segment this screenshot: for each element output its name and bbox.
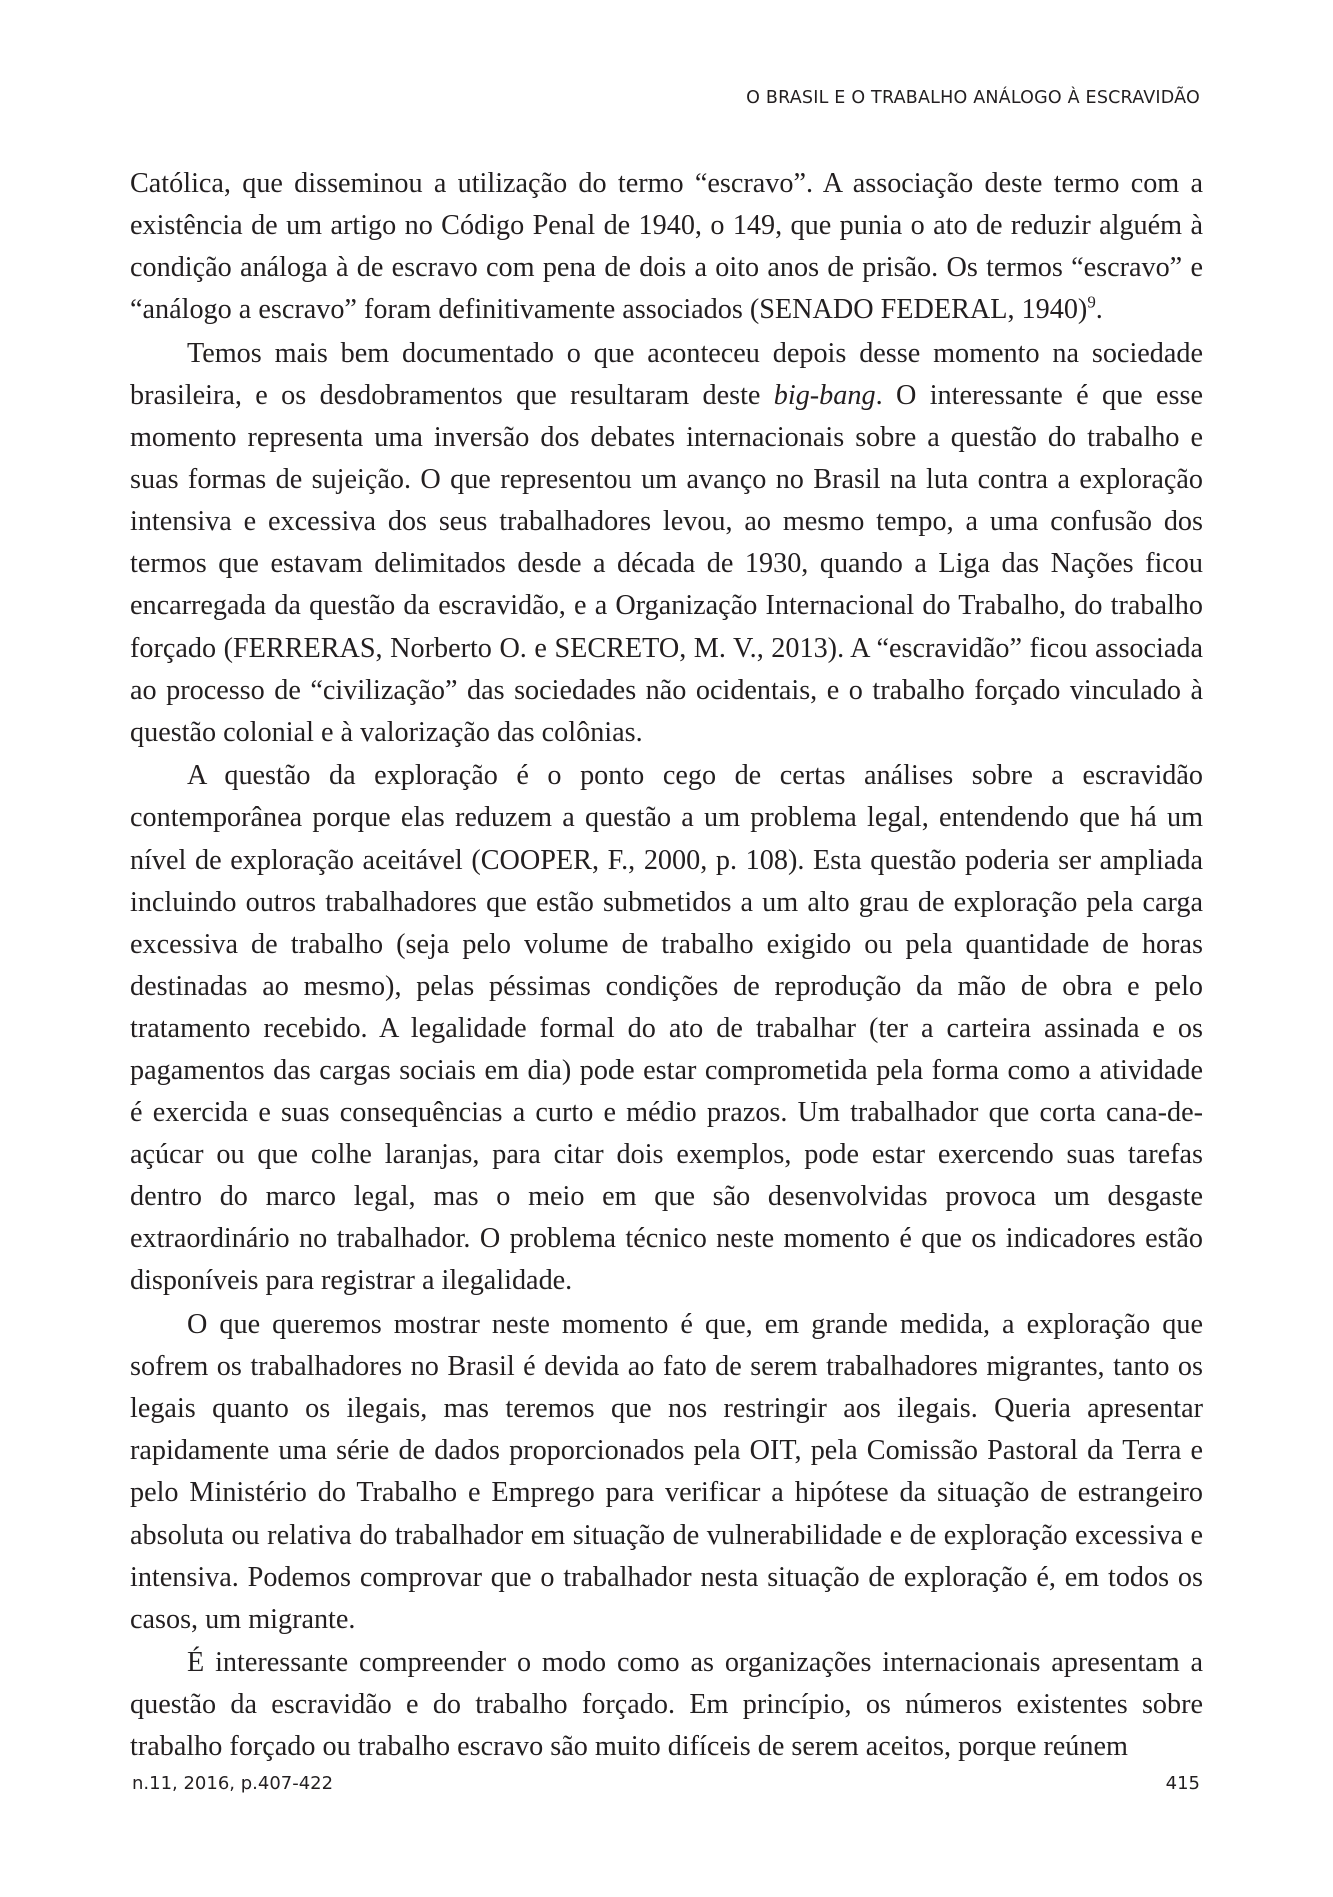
paragraph-2: [130, 333, 1203, 754]
paragraph-1: [130, 163, 1203, 331]
article-body: [130, 163, 1203, 1770]
paragraph-1-tail: .: [1095, 294, 1103, 326]
paragraph-2-text: Temos mais bem documentado o que aconteceu depois desse momento na sociedade brasileira, e os desdobramentos que resultaram deste: [130, 337, 1203, 411]
italic-term: big-bang: [773, 379, 876, 411]
paragraph-2-tail: . O interessante é que esse momento representa uma inversão dos debates internacionais sobre a questão do trabalho e suas formas de sujeição. O que representou um avanço no Brasil na luta contra a exploração intensiva e excessiva dos seus trabalhadores levou, ao mesmo tempo, a uma confusão dos termos que estavam delimitados desde a década de 1930, quando a Liga das Nações ficou encarregada da questão da escravidão, e a Organização Internacional do Trabalho, do trabalho forçado (FERRERAS, Norberto O. e SECRETO, M. V., 2013). A “escravidão” ficou associada ao processo de “civilização” das sociedades não ocidentais, e o trabalho forçado vinculado à questão colonial e à valorização das colônias.: [130, 379, 1204, 748]
footer-citation: n.11, 2016, p.407-422: [132, 1773, 334, 1794]
footnote-reference[interactable]: 9: [1087, 292, 1096, 312]
paragraph-3: A questão da exploração é o ponto cego de certas análises sobre a escravidão contemporânea porque elas reduzem a questão a um problema legal, entendendo que há um nível de exploração aceitável (COOPER, F., 2000, p. 108). Esta questão poderia ser ampliada incluindo outros trabalhadores que estão submetidos a um alto grau de exploração pela carga excessiva de trabalho (seja pelo volume de trabalho exigido ou pela quantidade de horas destinadas ao mesmo), pelas péssimas condições de reprodução da mão de obra e pelo tratamento recebido. A legalidade formal do ato de trabalhar (ter a carteira assinada e os pagamentos das cargas sociais em dia) pode estar comprometida pela forma como a atividade é exercida e suas consequências a curto e médio prazos. Um trabalhador que corta cana-de-açúcar ou que colhe laranjas, para citar dois exemplos, pode estar exercendo suas tarefas dentro do marco legal, mas o meio em que são desenvolvidas provoca um desgaste extraordinário no trabalhador. O problema técnico neste momento é que os indicadores estão disponíveis para registrar a ilegalidade.: [130, 760, 1203, 1297]
paragraph-5: É interessante compreender o modo como as organizações internacionais apresentam a questão da escravidão e do trabalho forçado. Em princípio, os números existentes sobre trabalho forçado ou trabalho escravo são muito difíceis de serem aceitos, porque reúnem: [130, 1647, 1203, 1763]
paragraph-4: O que queremos mostrar neste momento é que, em grande medida, a exploração que sofrem os trabalhadores no Brasil é devida ao fato de serem trabalhadores migrantes, tanto os legais quanto os ilegais, mas teremos que nos restringir aos ilegais. Queria apresentar rapidamente uma série de dados proporcionados pela OIT, pela Comissão Pastoral da Terra e pelo Ministério do Trabalho e Emprego para verificar a hipótese da situação de estrangeiro absoluta ou relativa do trabalhador em situação de vulnerabilidade e de exploração excessiva e intensiva. Podemos comprovar que o trabalhador nesta situação de exploração é, em todos os casos, um migrante.: [130, 1309, 1203, 1635]
page-number: 415: [1165, 1773, 1200, 1794]
paragraph-1-text: Católica, que disseminou a utilização do termo “escravo”. A associação deste termo com a existência de um artigo no Código Penal de 1940, o 149, que punia o ato de reduzir alguém à condição análoga à de escravo com pena de dois a oito anos de prisão. Os termos “escravo” e “análogo a escravo” foram definitivamente associados (SENADO FEDERAL, 1940): [130, 168, 1203, 326]
running-header-title: O BRASIL E O TRABALHO ANÁLOGO À ESCRAVIDÃO: [746, 88, 1200, 108]
